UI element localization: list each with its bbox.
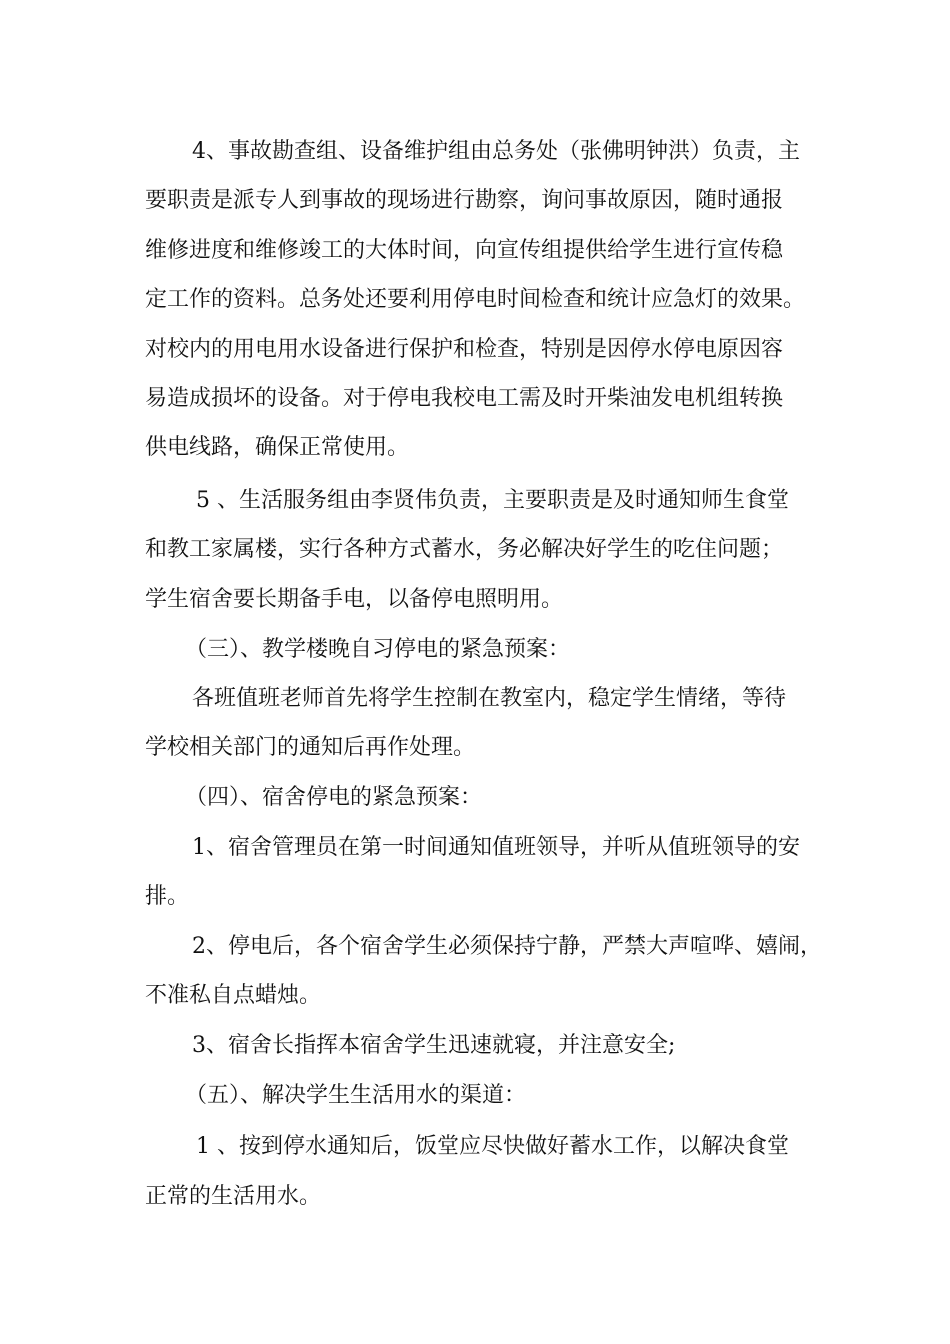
text-line: 各班值班老师首先将学生控制在教室内，稳定学生情绪，等待: [192, 686, 787, 711]
text-line: 维修进度和维修竣工的大体时间，向宣传组提供给学生进行宣传稳: [145, 238, 784, 263]
text-line: 5 、生活服务组由李贤伟负责，主要职责是及时通知师生食堂: [196, 488, 789, 513]
text-line: 学生宿舍要长期备手电，以备停电照明用。: [145, 587, 564, 612]
text-line: 学校相关部门的通知后再作处理。: [145, 735, 476, 760]
section-heading: （四）、宿舍停电的紧急预案：: [185, 785, 483, 810]
text-line: 不准私自点蜡烛。: [145, 983, 322, 1008]
text-line: 排。: [145, 884, 190, 909]
text-line: 4、事故勘查组、设备维护组由总务处（张佛明钟洪）负责，主: [192, 139, 800, 164]
section-heading: （三）、教学楼晚自习停电的紧急预案：: [185, 637, 571, 662]
text-line: 要职责是派专人到事故的现场进行勘察，询问事故原因，随时通报: [145, 188, 784, 213]
section-heading: （五）、解决学生生活用水的渠道：: [185, 1083, 527, 1108]
text-line: 易造成损坏的设备。对于停电我校电工需及时开柴油发电机组转换: [145, 386, 784, 411]
text-line: 供电线路，确保正常使用。: [145, 435, 410, 460]
text-line: 正常的生活用水。: [145, 1184, 322, 1209]
text-line: 和教工家属楼，实行各种方式蓄水，务必解决好学生的吃住问题；: [145, 537, 784, 562]
text-line: 1 、按到停水通知后，饭堂应尽快做好蓄水工作，以解决食堂: [196, 1134, 789, 1159]
text-line: 对校内的用电用水设备进行保护和检查，特别是因停水停电原因容: [145, 337, 784, 362]
text-line: 2、停电后，各个宿舍学生必须保持宁静，严禁大声喧哗、嬉闹，: [192, 934, 822, 959]
text-line: 定工作的资料。总务处还要利用停电时间检查和统计应急灯的效果。: [145, 287, 806, 312]
text-line: 3、宿舍长指挥本宿舍学生迅速就寝，并注意安全;: [192, 1033, 676, 1058]
text-line: 1、宿舍管理员在第一时间通知值班领导，并听从值班领导的安: [192, 835, 800, 860]
